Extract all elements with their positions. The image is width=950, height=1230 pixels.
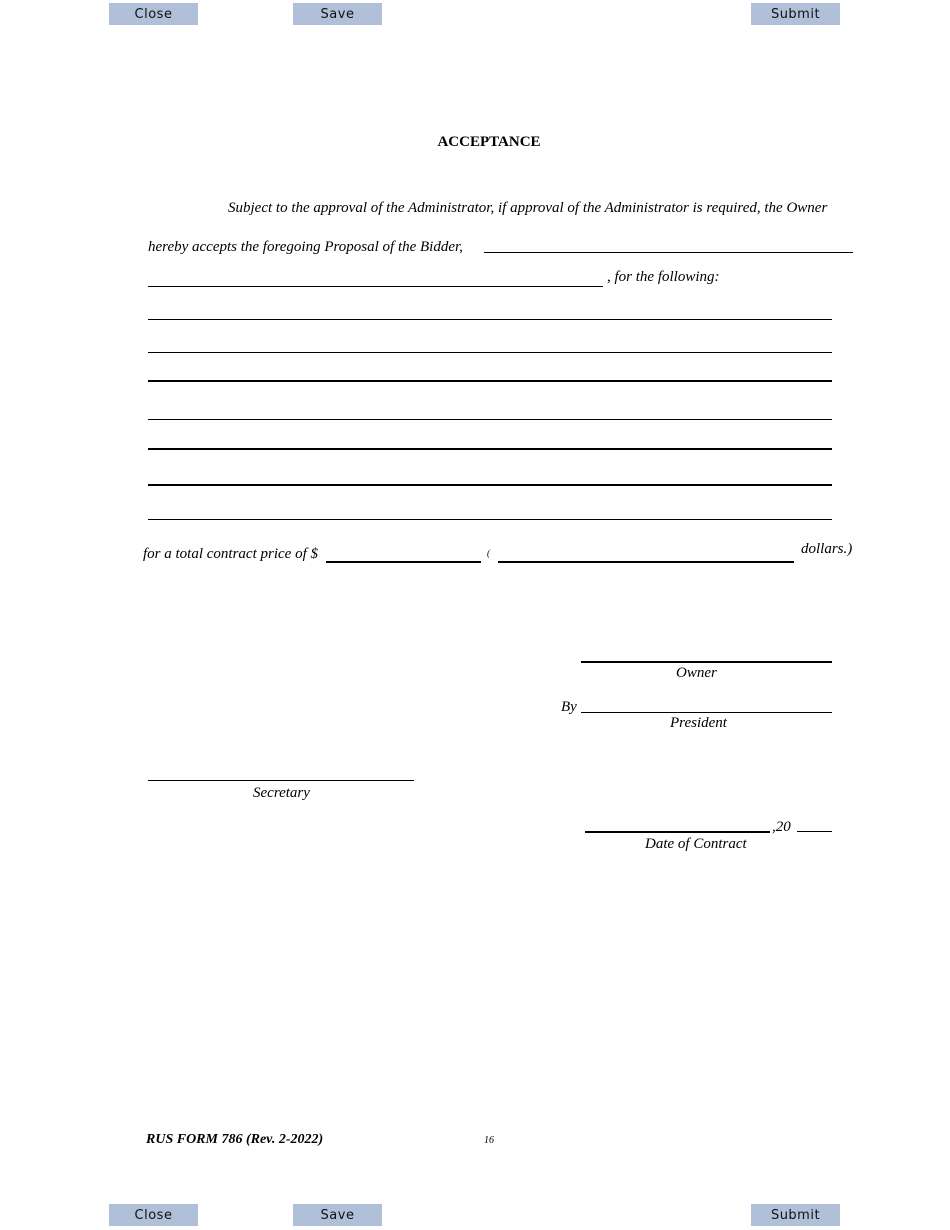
year-prefix: ,20 xyxy=(772,819,791,835)
accepts-text: hereby accepts the foregoing Proposal of the Bidder, xyxy=(148,239,463,255)
president-field[interactable] xyxy=(581,712,832,713)
description-line-2[interactable] xyxy=(148,352,832,353)
page-number: 16 xyxy=(484,1135,494,1146)
secretary-field[interactable] xyxy=(148,780,414,781)
close-button-bottom[interactable]: Close xyxy=(109,1204,198,1226)
price-amount-field[interactable] xyxy=(326,561,481,563)
price-label: for a total contract price of $ xyxy=(143,546,318,562)
paren-text: ( xyxy=(487,548,490,558)
save-button[interactable]: Save xyxy=(293,3,382,25)
description-line-3[interactable] xyxy=(148,380,832,382)
close-button[interactable]: Close xyxy=(109,3,198,25)
page-title: ACCEPTANCE xyxy=(437,134,541,150)
bidder-name-field[interactable] xyxy=(484,252,853,253)
owner-field[interactable] xyxy=(581,661,832,663)
owner-label: Owner xyxy=(676,665,717,681)
bidder-name-field-cont[interactable] xyxy=(148,286,603,287)
form-number: RUS FORM 786 (Rev. 2-2022) xyxy=(146,1132,324,1147)
submit-button-bottom[interactable]: Submit xyxy=(751,1204,840,1226)
by-label: By xyxy=(561,699,577,715)
price-words-field[interactable] xyxy=(498,561,794,563)
submit-button[interactable]: Submit xyxy=(751,3,840,25)
description-line-7[interactable] xyxy=(148,519,832,520)
secretary-label: Secretary xyxy=(253,785,310,801)
description-line-6[interactable] xyxy=(148,484,832,486)
description-line-1[interactable] xyxy=(148,319,832,320)
description-line-4[interactable] xyxy=(148,419,832,420)
description-line-5[interactable] xyxy=(148,448,832,450)
president-label: President xyxy=(670,715,727,731)
year-field[interactable] xyxy=(797,831,832,832)
intro-text: Subject to the approval of the Administrator, if approval of the Administrator is required, the Owner xyxy=(228,200,828,216)
date-label: Date of Contract xyxy=(645,836,747,852)
following-text: , for the following: xyxy=(607,269,720,285)
dollars-text: dollars.) xyxy=(801,541,853,557)
date-field[interactable] xyxy=(585,831,770,833)
save-button-bottom[interactable]: Save xyxy=(293,1204,382,1226)
